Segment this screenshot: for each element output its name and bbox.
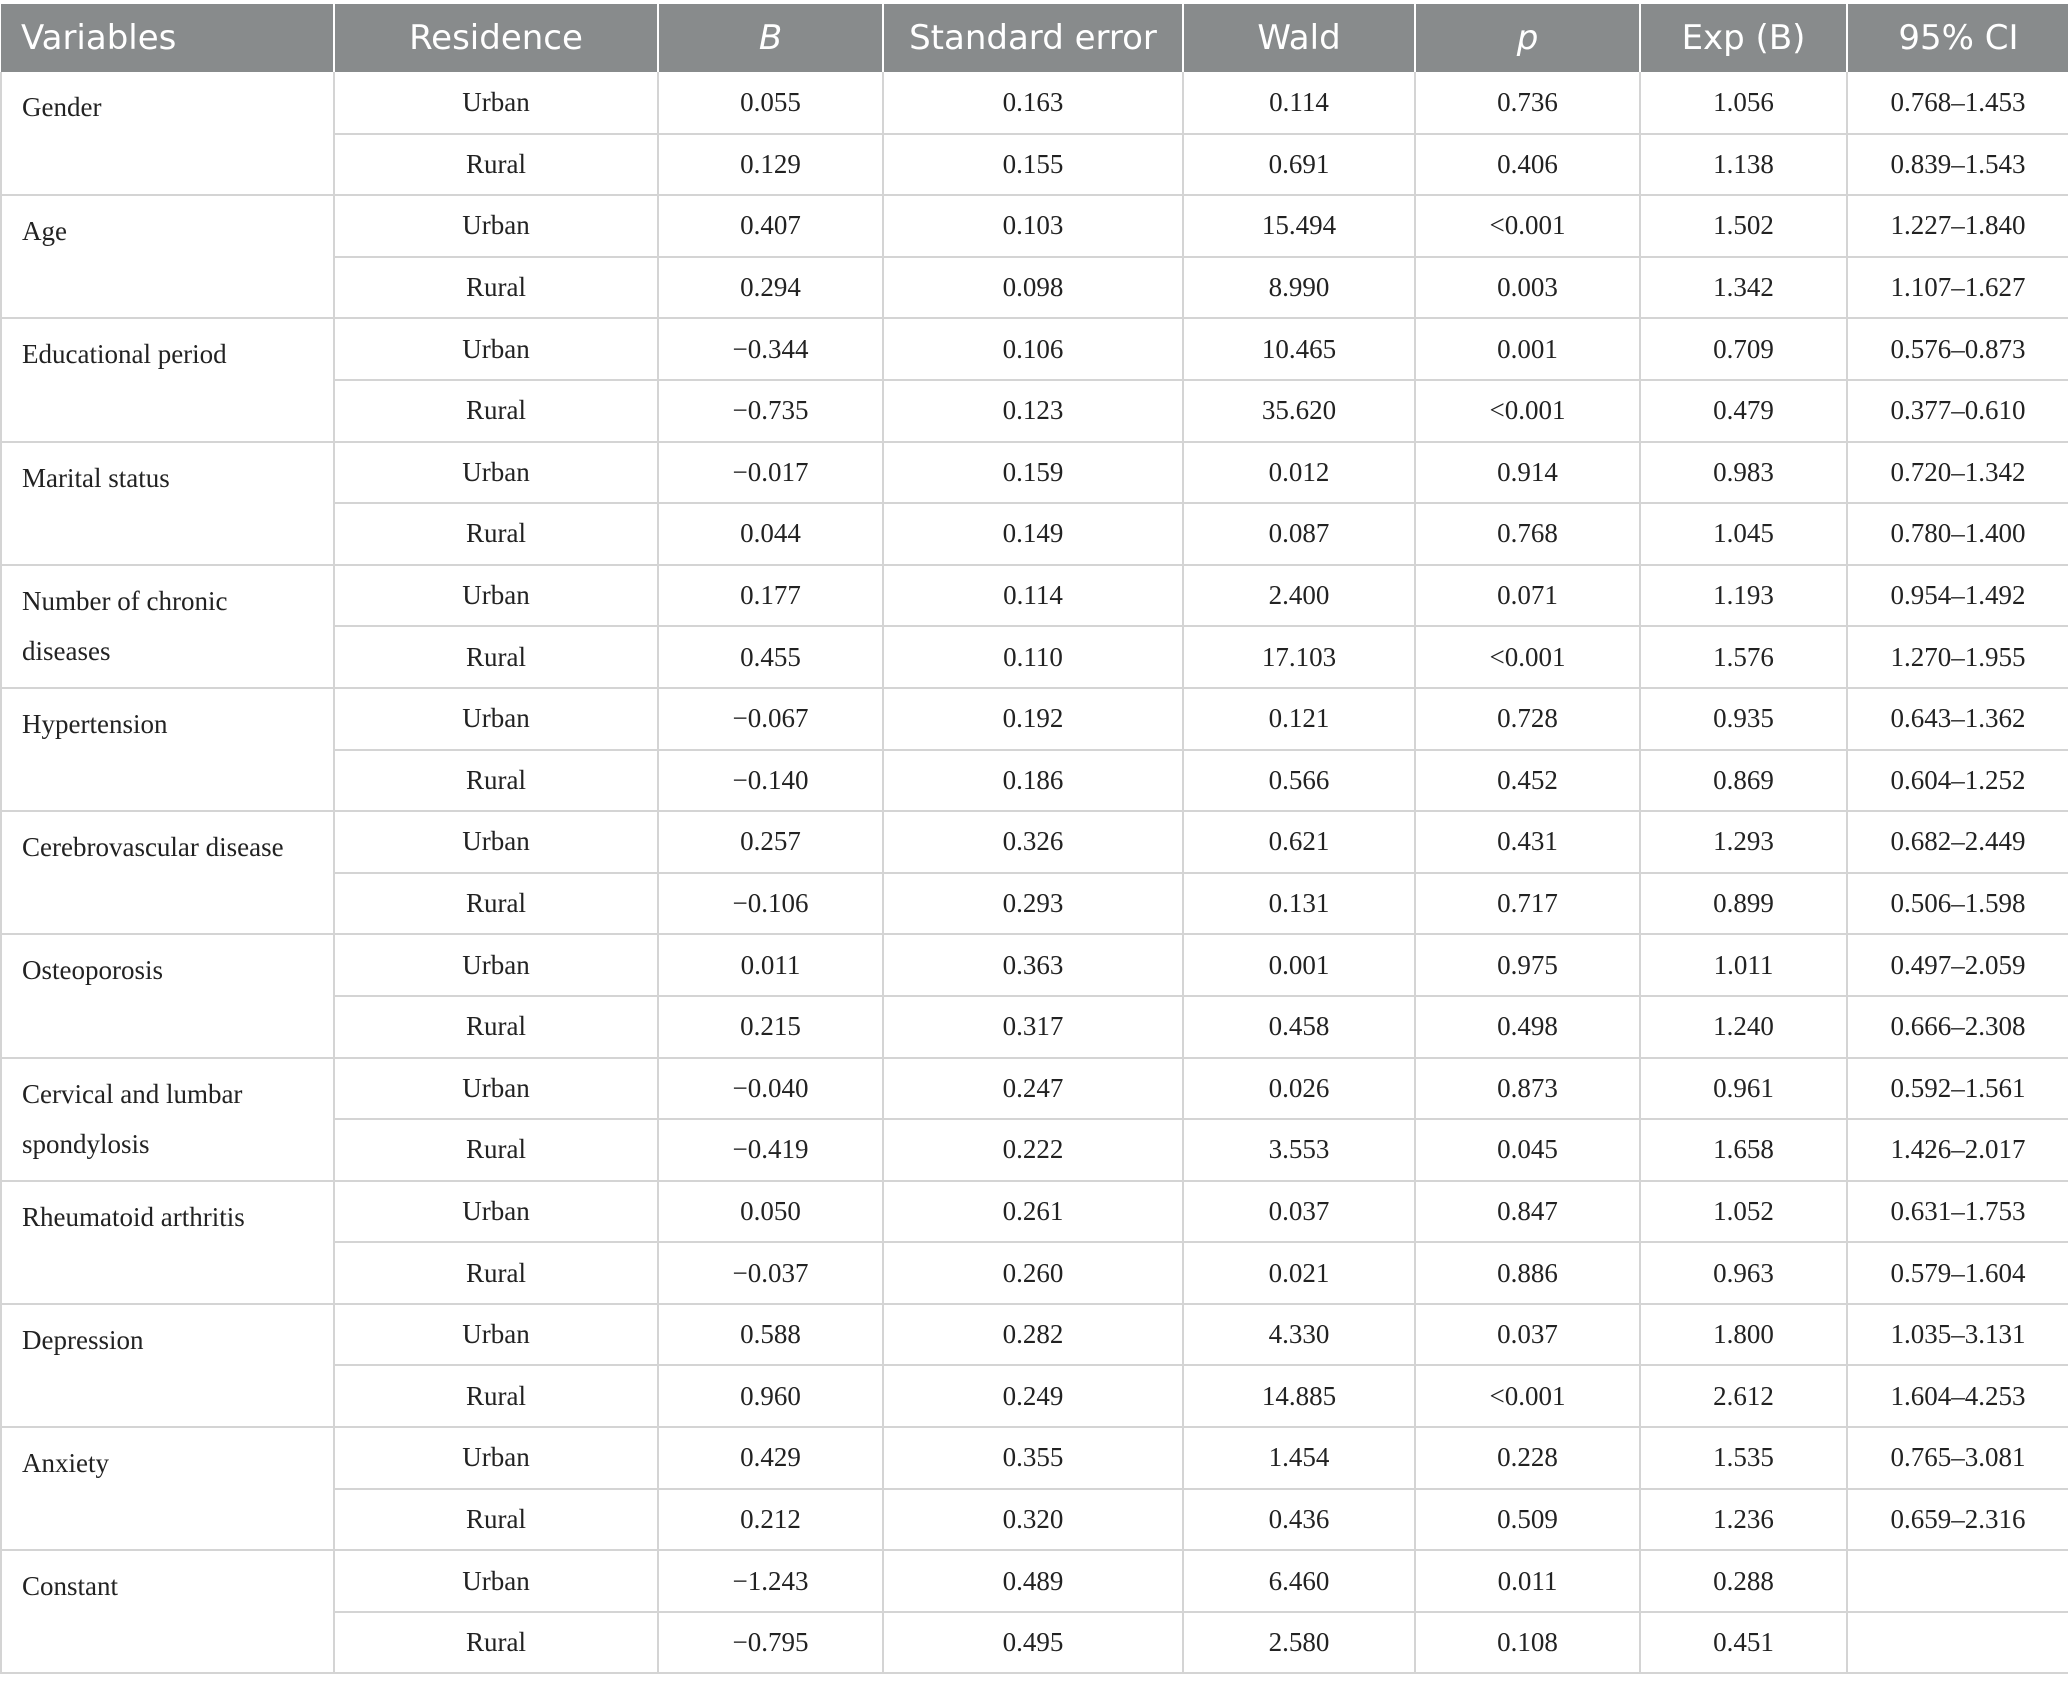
standard-error-cell: 0.163 bbox=[883, 72, 1183, 134]
header-row bbox=[1, 4, 2068, 72]
wald-cell: 0.114 bbox=[1183, 72, 1415, 134]
standard-error-cell: 0.249 bbox=[883, 1365, 1183, 1427]
variable-cell: Hypertension bbox=[1, 688, 334, 811]
p-value-cell: 0.406 bbox=[1415, 134, 1640, 196]
standard-error-cell: 0.261 bbox=[883, 1181, 1183, 1243]
ci-cell: 1.604–4.253 bbox=[1847, 1365, 2068, 1427]
exp-b-cell: 0.983 bbox=[1640, 442, 1847, 504]
standard-error-cell: 0.186 bbox=[883, 750, 1183, 812]
standard-error-cell: 0.159 bbox=[883, 442, 1183, 504]
standard-error-cell: 0.247 bbox=[883, 1058, 1183, 1120]
residence-cell: Rural bbox=[334, 1489, 658, 1551]
wald-cell: 15.494 bbox=[1183, 195, 1415, 257]
standard-error-cell: 0.489 bbox=[883, 1550, 1183, 1612]
exp-b-cell: 1.045 bbox=[1640, 503, 1847, 565]
b-cell: 0.055 bbox=[658, 72, 883, 134]
table-row bbox=[1, 442, 2068, 504]
ci-cell: 0.604–1.252 bbox=[1847, 750, 2068, 812]
variable-cell: Rheumatoid arthritis bbox=[1, 1181, 334, 1304]
exp-b-cell: 1.502 bbox=[1640, 195, 1847, 257]
b-cell: −0.037 bbox=[658, 1242, 883, 1304]
residence-cell: Rural bbox=[334, 626, 658, 688]
b-cell: 0.257 bbox=[658, 811, 883, 873]
exp-b-cell: 1.342 bbox=[1640, 257, 1847, 319]
ci-cell: 0.506–1.598 bbox=[1847, 873, 2068, 935]
ci-cell bbox=[1847, 1550, 2068, 1612]
exp-b-cell: 0.899 bbox=[1640, 873, 1847, 935]
residence-cell: Urban bbox=[334, 688, 658, 750]
ci-cell: 1.227–1.840 bbox=[1847, 195, 2068, 257]
ci-cell: 0.576–0.873 bbox=[1847, 318, 2068, 380]
wald-cell: 0.021 bbox=[1183, 1242, 1415, 1304]
b-cell: 0.044 bbox=[658, 503, 883, 565]
b-cell: −0.344 bbox=[658, 318, 883, 380]
standard-error-cell: 0.222 bbox=[883, 1119, 1183, 1181]
p-value-cell: <0.001 bbox=[1415, 626, 1640, 688]
standard-error-cell: 0.155 bbox=[883, 134, 1183, 196]
b-cell: −0.040 bbox=[658, 1058, 883, 1120]
header-exp-b: Exp (B) bbox=[1640, 4, 1847, 72]
ci-cell: 0.579–1.604 bbox=[1847, 1242, 2068, 1304]
header-p: p bbox=[1415, 4, 1640, 72]
table-row bbox=[1, 1427, 2068, 1489]
b-cell: 0.050 bbox=[658, 1181, 883, 1243]
table-row bbox=[1, 565, 2068, 627]
b-cell: 0.215 bbox=[658, 996, 883, 1058]
residence-cell: Urban bbox=[334, 565, 658, 627]
p-value-cell: 0.914 bbox=[1415, 442, 1640, 504]
table-row bbox=[1, 1058, 2068, 1120]
p-value-cell: <0.001 bbox=[1415, 380, 1640, 442]
wald-cell: 8.990 bbox=[1183, 257, 1415, 319]
residence-cell: Rural bbox=[334, 1365, 658, 1427]
p-value-cell: 0.452 bbox=[1415, 750, 1640, 812]
ci-cell: 0.954–1.492 bbox=[1847, 565, 2068, 627]
variable-cell: Educational period bbox=[1, 318, 334, 441]
exp-b-cell: 1.052 bbox=[1640, 1181, 1847, 1243]
b-cell: −0.017 bbox=[658, 442, 883, 504]
wald-cell: 0.037 bbox=[1183, 1181, 1415, 1243]
wald-cell: 14.885 bbox=[1183, 1365, 1415, 1427]
exp-b-cell: 0.869 bbox=[1640, 750, 1847, 812]
wald-cell: 0.131 bbox=[1183, 873, 1415, 935]
residence-cell: Urban bbox=[334, 934, 658, 996]
table-row bbox=[1, 1550, 2068, 1612]
p-value-cell: 0.736 bbox=[1415, 72, 1640, 134]
wald-cell: 3.553 bbox=[1183, 1119, 1415, 1181]
ci-cell: 1.107–1.627 bbox=[1847, 257, 2068, 319]
b-cell: −0.106 bbox=[658, 873, 883, 935]
p-value-cell: 0.498 bbox=[1415, 996, 1640, 1058]
residence-cell: Rural bbox=[334, 750, 658, 812]
standard-error-cell: 0.114 bbox=[883, 565, 1183, 627]
wald-cell: 35.620 bbox=[1183, 380, 1415, 442]
wald-cell: 0.691 bbox=[1183, 134, 1415, 196]
table-row bbox=[1, 318, 2068, 380]
p-value-cell: 0.768 bbox=[1415, 503, 1640, 565]
wald-cell: 10.465 bbox=[1183, 318, 1415, 380]
variable-cell: Constant bbox=[1, 1550, 334, 1673]
exp-b-cell: 1.658 bbox=[1640, 1119, 1847, 1181]
wald-cell: 0.458 bbox=[1183, 996, 1415, 1058]
ci-cell: 0.631–1.753 bbox=[1847, 1181, 2068, 1243]
p-value-cell: <0.001 bbox=[1415, 195, 1640, 257]
ci-cell: 0.839–1.543 bbox=[1847, 134, 2068, 196]
variable-cell: Gender bbox=[1, 72, 334, 195]
variable-cell: Cerebrovascular disease bbox=[1, 811, 334, 934]
exp-b-cell: 0.451 bbox=[1640, 1612, 1847, 1674]
standard-error-cell: 0.103 bbox=[883, 195, 1183, 257]
residence-cell: Rural bbox=[334, 996, 658, 1058]
wald-cell: 0.621 bbox=[1183, 811, 1415, 873]
exp-b-cell: 1.240 bbox=[1640, 996, 1847, 1058]
b-cell: 0.129 bbox=[658, 134, 883, 196]
variable-cell: Osteoporosis bbox=[1, 934, 334, 1057]
standard-error-cell: 0.123 bbox=[883, 380, 1183, 442]
wald-cell: 17.103 bbox=[1183, 626, 1415, 688]
b-cell: −0.140 bbox=[658, 750, 883, 812]
exp-b-cell: 1.535 bbox=[1640, 1427, 1847, 1489]
ci-cell: 0.682–2.449 bbox=[1847, 811, 2068, 873]
ci-cell: 0.643–1.362 bbox=[1847, 688, 2068, 750]
table-row bbox=[1, 811, 2068, 873]
standard-error-cell: 0.495 bbox=[883, 1612, 1183, 1674]
ci-cell: 0.377–0.610 bbox=[1847, 380, 2068, 442]
exp-b-cell: 1.293 bbox=[1640, 811, 1847, 873]
wald-cell: 0.566 bbox=[1183, 750, 1415, 812]
wald-cell: 4.330 bbox=[1183, 1304, 1415, 1366]
exp-b-cell: 1.800 bbox=[1640, 1304, 1847, 1366]
standard-error-cell: 0.326 bbox=[883, 811, 1183, 873]
p-value-cell: 0.003 bbox=[1415, 257, 1640, 319]
exp-b-cell: 1.193 bbox=[1640, 565, 1847, 627]
residence-cell: Rural bbox=[334, 1612, 658, 1674]
table-body bbox=[1, 72, 2068, 1673]
header-standard-error: Standard error bbox=[883, 4, 1183, 72]
exp-b-cell: 1.056 bbox=[1640, 72, 1847, 134]
standard-error-cell: 0.260 bbox=[883, 1242, 1183, 1304]
table-row bbox=[1, 934, 2068, 996]
residence-cell: Urban bbox=[334, 72, 658, 134]
p-value-cell: 0.431 bbox=[1415, 811, 1640, 873]
p-value-cell: 0.037 bbox=[1415, 1304, 1640, 1366]
variable-cell: Cervical and lumbar spondylosis bbox=[1, 1058, 334, 1181]
ci-cell: 0.497–2.059 bbox=[1847, 934, 2068, 996]
b-cell: 0.011 bbox=[658, 934, 883, 996]
exp-b-cell: 1.011 bbox=[1640, 934, 1847, 996]
p-value-cell: 0.071 bbox=[1415, 565, 1640, 627]
header-residence: Residence bbox=[334, 4, 658, 72]
b-cell: −0.419 bbox=[658, 1119, 883, 1181]
standard-error-cell: 0.106 bbox=[883, 318, 1183, 380]
b-cell: 0.212 bbox=[658, 1489, 883, 1551]
ci-cell: 0.720–1.342 bbox=[1847, 442, 2068, 504]
p-value-cell: 0.886 bbox=[1415, 1242, 1640, 1304]
standard-error-cell: 0.282 bbox=[883, 1304, 1183, 1366]
residence-cell: Rural bbox=[334, 1242, 658, 1304]
residence-cell: Rural bbox=[334, 380, 658, 442]
variable-cell: Age bbox=[1, 195, 334, 318]
wald-cell: 0.012 bbox=[1183, 442, 1415, 504]
p-value-cell: 0.728 bbox=[1415, 688, 1640, 750]
ci-cell: 0.592–1.561 bbox=[1847, 1058, 2068, 1120]
residence-cell: Urban bbox=[334, 442, 658, 504]
p-value-cell: 0.228 bbox=[1415, 1427, 1640, 1489]
residence-cell: Rural bbox=[334, 134, 658, 196]
table-row bbox=[1, 1304, 2068, 1366]
ci-cell: 1.035–3.131 bbox=[1847, 1304, 2068, 1366]
standard-error-cell: 0.110 bbox=[883, 626, 1183, 688]
p-value-cell: 0.975 bbox=[1415, 934, 1640, 996]
ci-cell: 0.768–1.453 bbox=[1847, 72, 2068, 134]
variable-cell: Marital status bbox=[1, 442, 334, 565]
b-cell: 0.455 bbox=[658, 626, 883, 688]
standard-error-cell: 0.098 bbox=[883, 257, 1183, 319]
ci-cell bbox=[1847, 1612, 2068, 1674]
p-value-cell: 0.509 bbox=[1415, 1489, 1640, 1551]
header-95-ci: 95% CI bbox=[1847, 4, 2068, 72]
standard-error-cell: 0.320 bbox=[883, 1489, 1183, 1551]
table-row bbox=[1, 1181, 2068, 1243]
standard-error-cell: 0.293 bbox=[883, 873, 1183, 935]
b-cell: −0.735 bbox=[658, 380, 883, 442]
standard-error-cell: 0.317 bbox=[883, 996, 1183, 1058]
standard-error-cell: 0.363 bbox=[883, 934, 1183, 996]
p-value-cell: 0.045 bbox=[1415, 1119, 1640, 1181]
residence-cell: Rural bbox=[334, 503, 658, 565]
wald-cell: 0.026 bbox=[1183, 1058, 1415, 1120]
b-cell: 0.960 bbox=[658, 1365, 883, 1427]
p-value-cell: 0.717 bbox=[1415, 873, 1640, 935]
header-wald: Wald bbox=[1183, 4, 1415, 72]
residence-cell: Urban bbox=[334, 1304, 658, 1366]
variable-cell: Number of chronic diseases bbox=[1, 565, 334, 688]
residence-cell: Urban bbox=[334, 1058, 658, 1120]
table-row bbox=[1, 688, 2068, 750]
residence-cell: Urban bbox=[334, 1181, 658, 1243]
residence-cell: Urban bbox=[334, 811, 658, 873]
table-header bbox=[1, 4, 2068, 72]
exp-b-cell: 1.236 bbox=[1640, 1489, 1847, 1551]
b-cell: 0.407 bbox=[658, 195, 883, 257]
exp-b-cell: 0.288 bbox=[1640, 1550, 1847, 1612]
ci-cell: 0.765–3.081 bbox=[1847, 1427, 2068, 1489]
exp-b-cell: 0.935 bbox=[1640, 688, 1847, 750]
residence-cell: Urban bbox=[334, 195, 658, 257]
exp-b-cell: 0.479 bbox=[1640, 380, 1847, 442]
exp-b-cell: 0.963 bbox=[1640, 1242, 1847, 1304]
residence-cell: Urban bbox=[334, 318, 658, 380]
residence-cell: Rural bbox=[334, 1119, 658, 1181]
wald-cell: 0.087 bbox=[1183, 503, 1415, 565]
p-value-cell: 0.001 bbox=[1415, 318, 1640, 380]
b-cell: 0.294 bbox=[658, 257, 883, 319]
b-cell: −1.243 bbox=[658, 1550, 883, 1612]
exp-b-cell: 2.612 bbox=[1640, 1365, 1847, 1427]
residence-cell: Rural bbox=[334, 873, 658, 935]
standard-error-cell: 0.149 bbox=[883, 503, 1183, 565]
ci-cell: 1.270–1.955 bbox=[1847, 626, 2068, 688]
table-row bbox=[1, 195, 2068, 257]
b-cell: −0.795 bbox=[658, 1612, 883, 1674]
table-row bbox=[1, 72, 2068, 134]
wald-cell: 2.400 bbox=[1183, 565, 1415, 627]
variable-cell: Depression bbox=[1, 1304, 334, 1427]
exp-b-cell: 1.576 bbox=[1640, 626, 1847, 688]
residence-cell: Urban bbox=[334, 1550, 658, 1612]
header-b: B bbox=[658, 4, 883, 72]
regression-table bbox=[0, 4, 2068, 1674]
b-cell: 0.177 bbox=[658, 565, 883, 627]
p-value-cell: 0.873 bbox=[1415, 1058, 1640, 1120]
standard-error-cell: 0.355 bbox=[883, 1427, 1183, 1489]
exp-b-cell: 0.709 bbox=[1640, 318, 1847, 380]
b-cell: 0.429 bbox=[658, 1427, 883, 1489]
exp-b-cell: 1.138 bbox=[1640, 134, 1847, 196]
residence-cell: Urban bbox=[334, 1427, 658, 1489]
p-value-cell: <0.001 bbox=[1415, 1365, 1640, 1427]
wald-cell: 2.580 bbox=[1183, 1612, 1415, 1674]
p-value-cell: 0.108 bbox=[1415, 1612, 1640, 1674]
standard-error-cell: 0.192 bbox=[883, 688, 1183, 750]
ci-cell: 0.666–2.308 bbox=[1847, 996, 2068, 1058]
b-cell: 0.588 bbox=[658, 1304, 883, 1366]
b-cell: −0.067 bbox=[658, 688, 883, 750]
ci-cell: 0.659–2.316 bbox=[1847, 1489, 2068, 1551]
wald-cell: 0.436 bbox=[1183, 1489, 1415, 1551]
wald-cell: 0.121 bbox=[1183, 688, 1415, 750]
residence-cell: Rural bbox=[334, 257, 658, 319]
ci-cell: 0.780–1.400 bbox=[1847, 503, 2068, 565]
header-variables: Variables bbox=[1, 4, 334, 72]
p-value-cell: 0.011 bbox=[1415, 1550, 1640, 1612]
ci-cell: 1.426–2.017 bbox=[1847, 1119, 2068, 1181]
wald-cell: 1.454 bbox=[1183, 1427, 1415, 1489]
p-value-cell: 0.847 bbox=[1415, 1181, 1640, 1243]
wald-cell: 6.460 bbox=[1183, 1550, 1415, 1612]
exp-b-cell: 0.961 bbox=[1640, 1058, 1847, 1120]
variable-cell: Anxiety bbox=[1, 1427, 334, 1550]
wald-cell: 0.001 bbox=[1183, 934, 1415, 996]
